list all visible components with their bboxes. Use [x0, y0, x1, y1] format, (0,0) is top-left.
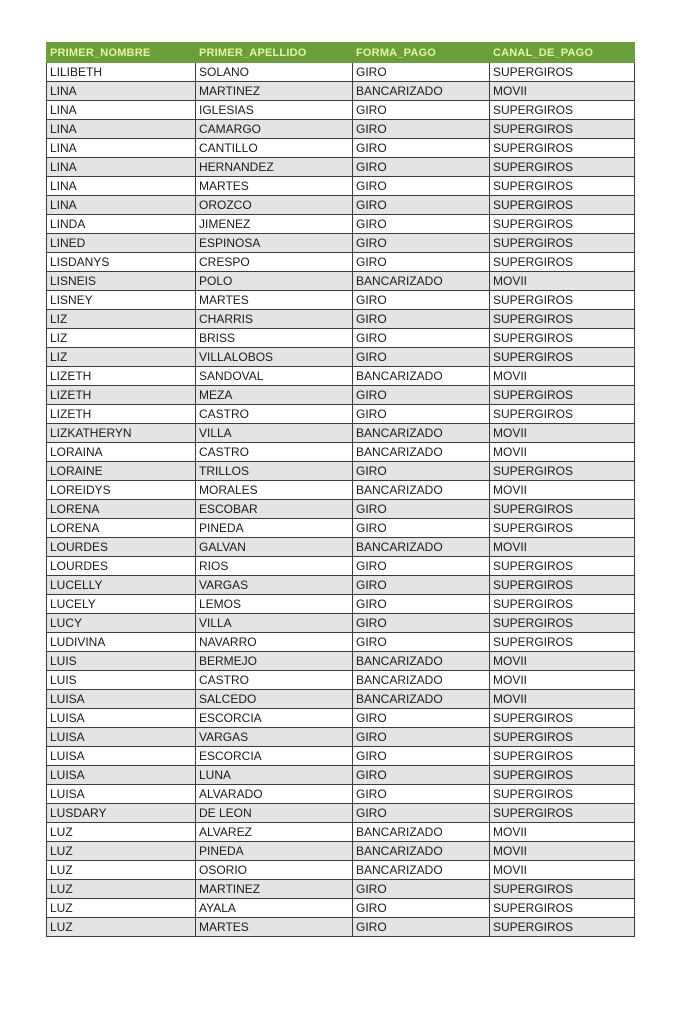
- cell-canal-de-pago: SUPERGIROS: [490, 158, 635, 177]
- cell-forma-pago: GIRO: [353, 63, 490, 82]
- cell-forma-pago: GIRO: [353, 234, 490, 253]
- table-body: [47, 63, 635, 937]
- cell-primer-apellido: CAMARGO: [196, 120, 353, 139]
- cell-primer-nombre: LINA: [47, 101, 196, 120]
- cell-primer-apellido: MARTES: [196, 177, 353, 196]
- cell-canal-de-pago: SUPERGIROS: [490, 804, 635, 823]
- cell-forma-pago: BANCARIZADO: [353, 82, 490, 101]
- cell-primer-apellido: OROZCO: [196, 196, 353, 215]
- cell-canal-de-pago: SUPERGIROS: [490, 253, 635, 272]
- cell-primer-apellido: GALVAN: [196, 538, 353, 557]
- cell-forma-pago: GIRO: [353, 329, 490, 348]
- cell-primer-nombre: LORENA: [47, 519, 196, 538]
- cell-canal-de-pago: SUPERGIROS: [490, 405, 635, 424]
- cell-canal-de-pago: SUPERGIROS: [490, 557, 635, 576]
- cell-canal-de-pago: SUPERGIROS: [490, 386, 635, 405]
- cell-primer-nombre: LUCY: [47, 614, 196, 633]
- cell-canal-de-pago: SUPERGIROS: [490, 918, 635, 937]
- cell-forma-pago: GIRO: [353, 766, 490, 785]
- table-row: [47, 690, 635, 709]
- cell-canal-de-pago: SUPERGIROS: [490, 500, 635, 519]
- cell-primer-nombre: LINA: [47, 139, 196, 158]
- cell-forma-pago: GIRO: [353, 728, 490, 747]
- cell-forma-pago: BANCARIZADO: [353, 538, 490, 557]
- cell-primer-nombre: LILIBETH: [47, 63, 196, 82]
- table-row: [47, 443, 635, 462]
- cell-primer-apellido: ESCORCIA: [196, 709, 353, 728]
- cell-primer-nombre: LUISA: [47, 690, 196, 709]
- table-row: [47, 120, 635, 139]
- cell-canal-de-pago: SUPERGIROS: [490, 576, 635, 595]
- cell-primer-apellido: CASTRO: [196, 443, 353, 462]
- cell-primer-apellido: TRILLOS: [196, 462, 353, 481]
- cell-primer-nombre: LUZ: [47, 861, 196, 880]
- cell-canal-de-pago: MOVII: [490, 82, 635, 101]
- table-row: [47, 804, 635, 823]
- cell-canal-de-pago: SUPERGIROS: [490, 177, 635, 196]
- table-row: [47, 747, 635, 766]
- cell-primer-apellido: VILLA: [196, 424, 353, 443]
- data-table: [46, 42, 635, 937]
- cell-primer-apellido: MARTES: [196, 291, 353, 310]
- cell-canal-de-pago: SUPERGIROS: [490, 595, 635, 614]
- table-row: [47, 709, 635, 728]
- cell-forma-pago: GIRO: [353, 310, 490, 329]
- table-row: [47, 101, 635, 120]
- cell-primer-apellido: ALVAREZ: [196, 823, 353, 842]
- cell-forma-pago: BANCARIZADO: [353, 424, 490, 443]
- cell-forma-pago: BANCARIZADO: [353, 367, 490, 386]
- cell-primer-nombre: LINA: [47, 177, 196, 196]
- cell-forma-pago: BANCARIZADO: [353, 690, 490, 709]
- cell-canal-de-pago: MOVII: [490, 652, 635, 671]
- cell-canal-de-pago: SUPERGIROS: [490, 215, 635, 234]
- cell-canal-de-pago: SUPERGIROS: [490, 291, 635, 310]
- table-row: [47, 253, 635, 272]
- cell-canal-de-pago: MOVII: [490, 823, 635, 842]
- cell-primer-nombre: LIZETH: [47, 405, 196, 424]
- cell-primer-apellido: SOLANO: [196, 63, 353, 82]
- cell-primer-nombre: LUZ: [47, 918, 196, 937]
- cell-forma-pago: GIRO: [353, 215, 490, 234]
- cell-forma-pago: GIRO: [353, 405, 490, 424]
- cell-forma-pago: GIRO: [353, 196, 490, 215]
- cell-forma-pago: GIRO: [353, 139, 490, 158]
- cell-primer-nombre: LINA: [47, 120, 196, 139]
- table-row: [47, 139, 635, 158]
- table-row: [47, 880, 635, 899]
- table-row: [47, 633, 635, 652]
- cell-forma-pago: GIRO: [353, 804, 490, 823]
- cell-forma-pago: GIRO: [353, 291, 490, 310]
- cell-primer-nombre: LIZETH: [47, 386, 196, 405]
- cell-forma-pago: GIRO: [353, 709, 490, 728]
- cell-forma-pago: GIRO: [353, 348, 490, 367]
- table-row: [47, 424, 635, 443]
- column-header-primer-nombre: PRIMER_NOMBRE: [47, 43, 196, 63]
- cell-primer-apellido: SALCEDO: [196, 690, 353, 709]
- table-row: [47, 785, 635, 804]
- cell-primer-nombre: LISNEIS: [47, 272, 196, 291]
- cell-forma-pago: BANCARIZADO: [353, 272, 490, 291]
- cell-forma-pago: GIRO: [353, 177, 490, 196]
- cell-forma-pago: GIRO: [353, 253, 490, 272]
- table-row: [47, 766, 635, 785]
- cell-canal-de-pago: MOVII: [490, 424, 635, 443]
- table-row: [47, 234, 635, 253]
- table-row: [47, 215, 635, 234]
- cell-primer-apellido: CRESPO: [196, 253, 353, 272]
- cell-primer-apellido: BERMEJO: [196, 652, 353, 671]
- cell-canal-de-pago: MOVII: [490, 842, 635, 861]
- cell-canal-de-pago: SUPERGIROS: [490, 462, 635, 481]
- cell-primer-nombre: LORENA: [47, 500, 196, 519]
- cell-canal-de-pago: MOVII: [490, 671, 635, 690]
- cell-primer-nombre: LORAINE: [47, 462, 196, 481]
- cell-canal-de-pago: MOVII: [490, 443, 635, 462]
- cell-primer-nombre: LISDANYS: [47, 253, 196, 272]
- cell-primer-apellido: NAVARRO: [196, 633, 353, 652]
- column-header-canal-de-pago: CANAL_DE_PAGO: [490, 43, 635, 63]
- cell-primer-nombre: LUZ: [47, 823, 196, 842]
- cell-canal-de-pago: MOVII: [490, 690, 635, 709]
- cell-forma-pago: BANCARIZADO: [353, 823, 490, 842]
- cell-primer-nombre: LINA: [47, 82, 196, 101]
- table-row: [47, 614, 635, 633]
- cell-primer-apellido: VILLA: [196, 614, 353, 633]
- table-row: [47, 462, 635, 481]
- table-row: [47, 291, 635, 310]
- cell-primer-nombre: LUSDARY: [47, 804, 196, 823]
- cell-primer-apellido: ESCORCIA: [196, 747, 353, 766]
- cell-forma-pago: GIRO: [353, 158, 490, 177]
- cell-primer-nombre: LOREIDYS: [47, 481, 196, 500]
- cell-canal-de-pago: SUPERGIROS: [490, 234, 635, 253]
- cell-primer-nombre: LINED: [47, 234, 196, 253]
- table-row: [47, 842, 635, 861]
- cell-primer-nombre: LIZ: [47, 348, 196, 367]
- cell-forma-pago: GIRO: [353, 462, 490, 481]
- table-row: [47, 310, 635, 329]
- table-row: [47, 728, 635, 747]
- cell-forma-pago: GIRO: [353, 880, 490, 899]
- table-row: [47, 367, 635, 386]
- cell-canal-de-pago: SUPERGIROS: [490, 709, 635, 728]
- cell-primer-apellido: CANTILLO: [196, 139, 353, 158]
- table-row: [47, 63, 635, 82]
- table-row: [47, 82, 635, 101]
- table-row: [47, 196, 635, 215]
- cell-canal-de-pago: SUPERGIROS: [490, 329, 635, 348]
- cell-forma-pago: GIRO: [353, 120, 490, 139]
- table-row: [47, 652, 635, 671]
- cell-primer-nombre: LORAINA: [47, 443, 196, 462]
- cell-forma-pago: GIRO: [353, 557, 490, 576]
- cell-primer-nombre: LUZ: [47, 880, 196, 899]
- cell-primer-apellido: POLO: [196, 272, 353, 291]
- cell-primer-nombre: LIZ: [47, 329, 196, 348]
- cell-forma-pago: GIRO: [353, 785, 490, 804]
- table-row: [47, 405, 635, 424]
- cell-forma-pago: BANCARIZADO: [353, 842, 490, 861]
- cell-primer-nombre: LUISA: [47, 785, 196, 804]
- cell-forma-pago: GIRO: [353, 595, 490, 614]
- table-row: [47, 329, 635, 348]
- table-row: [47, 823, 635, 842]
- cell-primer-nombre: LUCELY: [47, 595, 196, 614]
- table-row: [47, 386, 635, 405]
- table-row: [47, 538, 635, 557]
- cell-primer-nombre: LUDIVINA: [47, 633, 196, 652]
- cell-forma-pago: GIRO: [353, 918, 490, 937]
- cell-forma-pago: GIRO: [353, 633, 490, 652]
- cell-primer-apellido: MORALES: [196, 481, 353, 500]
- cell-primer-nombre: LOURDES: [47, 538, 196, 557]
- cell-primer-apellido: PINEDA: [196, 842, 353, 861]
- cell-primer-nombre: LINA: [47, 196, 196, 215]
- cell-primer-apellido: ESCOBAR: [196, 500, 353, 519]
- cell-canal-de-pago: SUPERGIROS: [490, 63, 635, 82]
- cell-primer-nombre: LUZ: [47, 899, 196, 918]
- cell-forma-pago: BANCARIZADO: [353, 481, 490, 500]
- cell-canal-de-pago: MOVII: [490, 861, 635, 880]
- cell-canal-de-pago: SUPERGIROS: [490, 196, 635, 215]
- cell-forma-pago: GIRO: [353, 386, 490, 405]
- spreadsheet: [46, 42, 634, 937]
- cell-canal-de-pago: SUPERGIROS: [490, 310, 635, 329]
- cell-canal-de-pago: MOVII: [490, 481, 635, 500]
- cell-primer-nombre: LIZKATHERYN: [47, 424, 196, 443]
- cell-canal-de-pago: SUPERGIROS: [490, 899, 635, 918]
- cell-primer-apellido: BRISS: [196, 329, 353, 348]
- cell-primer-apellido: VARGAS: [196, 728, 353, 747]
- cell-forma-pago: GIRO: [353, 747, 490, 766]
- cell-primer-apellido: VILLALOBOS: [196, 348, 353, 367]
- table-row: [47, 348, 635, 367]
- cell-primer-apellido: IGLESIAS: [196, 101, 353, 120]
- table-row: [47, 519, 635, 538]
- cell-primer-nombre: LOURDES: [47, 557, 196, 576]
- cell-primer-apellido: CHARRIS: [196, 310, 353, 329]
- column-header-primer-apellido: PRIMER_APELLIDO: [196, 43, 353, 63]
- cell-primer-nombre: LINDA: [47, 215, 196, 234]
- cell-primer-nombre: LUCELLY: [47, 576, 196, 595]
- cell-primer-apellido: CASTRO: [196, 671, 353, 690]
- cell-canal-de-pago: MOVII: [490, 538, 635, 557]
- cell-primer-nombre: LUISA: [47, 728, 196, 747]
- table-row: [47, 671, 635, 690]
- cell-primer-apellido: CASTRO: [196, 405, 353, 424]
- cell-forma-pago: BANCARIZADO: [353, 443, 490, 462]
- cell-canal-de-pago: SUPERGIROS: [490, 880, 635, 899]
- table-row: [47, 177, 635, 196]
- cell-primer-apellido: SANDOVAL: [196, 367, 353, 386]
- cell-primer-apellido: LUNA: [196, 766, 353, 785]
- cell-primer-apellido: JIMENEZ: [196, 215, 353, 234]
- cell-primer-apellido: RIOS: [196, 557, 353, 576]
- cell-primer-nombre: LINA: [47, 158, 196, 177]
- cell-primer-nombre: LIZ: [47, 310, 196, 329]
- cell-primer-nombre: LIZETH: [47, 367, 196, 386]
- cell-primer-apellido: DE LEON: [196, 804, 353, 823]
- cell-primer-apellido: MARTINEZ: [196, 880, 353, 899]
- table-row: [47, 576, 635, 595]
- table-row: [47, 557, 635, 576]
- table-row: [47, 500, 635, 519]
- table-row: [47, 899, 635, 918]
- cell-forma-pago: BANCARIZADO: [353, 652, 490, 671]
- cell-primer-nombre: LUZ: [47, 842, 196, 861]
- cell-forma-pago: GIRO: [353, 519, 490, 538]
- cell-primer-nombre: LUIS: [47, 652, 196, 671]
- cell-primer-apellido: PINEDA: [196, 519, 353, 538]
- cell-primer-nombre: LUISA: [47, 747, 196, 766]
- cell-canal-de-pago: SUPERGIROS: [490, 766, 635, 785]
- cell-canal-de-pago: SUPERGIROS: [490, 139, 635, 158]
- cell-canal-de-pago: SUPERGIROS: [490, 633, 635, 652]
- cell-canal-de-pago: SUPERGIROS: [490, 785, 635, 804]
- cell-canal-de-pago: SUPERGIROS: [490, 614, 635, 633]
- cell-primer-nombre: LISNEY: [47, 291, 196, 310]
- cell-forma-pago: GIRO: [353, 576, 490, 595]
- table-row: [47, 481, 635, 500]
- cell-forma-pago: BANCARIZADO: [353, 861, 490, 880]
- cell-canal-de-pago: SUPERGIROS: [490, 348, 635, 367]
- table-row: [47, 918, 635, 937]
- table-row: [47, 272, 635, 291]
- cell-primer-apellido: LEMOS: [196, 595, 353, 614]
- cell-primer-apellido: AYALA: [196, 899, 353, 918]
- cell-canal-de-pago: SUPERGIROS: [490, 101, 635, 120]
- cell-primer-apellido: ESPINOSA: [196, 234, 353, 253]
- cell-primer-apellido: ALVARADO: [196, 785, 353, 804]
- cell-primer-apellido: OSORIO: [196, 861, 353, 880]
- cell-primer-apellido: HERNANDEZ: [196, 158, 353, 177]
- cell-forma-pago: BANCARIZADO: [353, 671, 490, 690]
- cell-forma-pago: GIRO: [353, 614, 490, 633]
- cell-primer-nombre: LUISA: [47, 766, 196, 785]
- table-row: [47, 595, 635, 614]
- cell-canal-de-pago: SUPERGIROS: [490, 519, 635, 538]
- cell-primer-apellido: MARTES: [196, 918, 353, 937]
- cell-forma-pago: GIRO: [353, 500, 490, 519]
- cell-canal-de-pago: SUPERGIROS: [490, 120, 635, 139]
- cell-primer-nombre: LUIS: [47, 671, 196, 690]
- cell-canal-de-pago: SUPERGIROS: [490, 728, 635, 747]
- cell-primer-nombre: LUISA: [47, 709, 196, 728]
- cell-forma-pago: GIRO: [353, 899, 490, 918]
- header-row: [47, 43, 635, 63]
- table-row: [47, 158, 635, 177]
- cell-primer-apellido: MEZA: [196, 386, 353, 405]
- column-header-forma-pago: FORMA_PAGO: [353, 43, 490, 63]
- cell-primer-apellido: MARTINEZ: [196, 82, 353, 101]
- cell-forma-pago: GIRO: [353, 101, 490, 120]
- table-row: [47, 861, 635, 880]
- cell-canal-de-pago: MOVII: [490, 367, 635, 386]
- cell-canal-de-pago: SUPERGIROS: [490, 747, 635, 766]
- cell-primer-apellido: VARGAS: [196, 576, 353, 595]
- cell-canal-de-pago: MOVII: [490, 272, 635, 291]
